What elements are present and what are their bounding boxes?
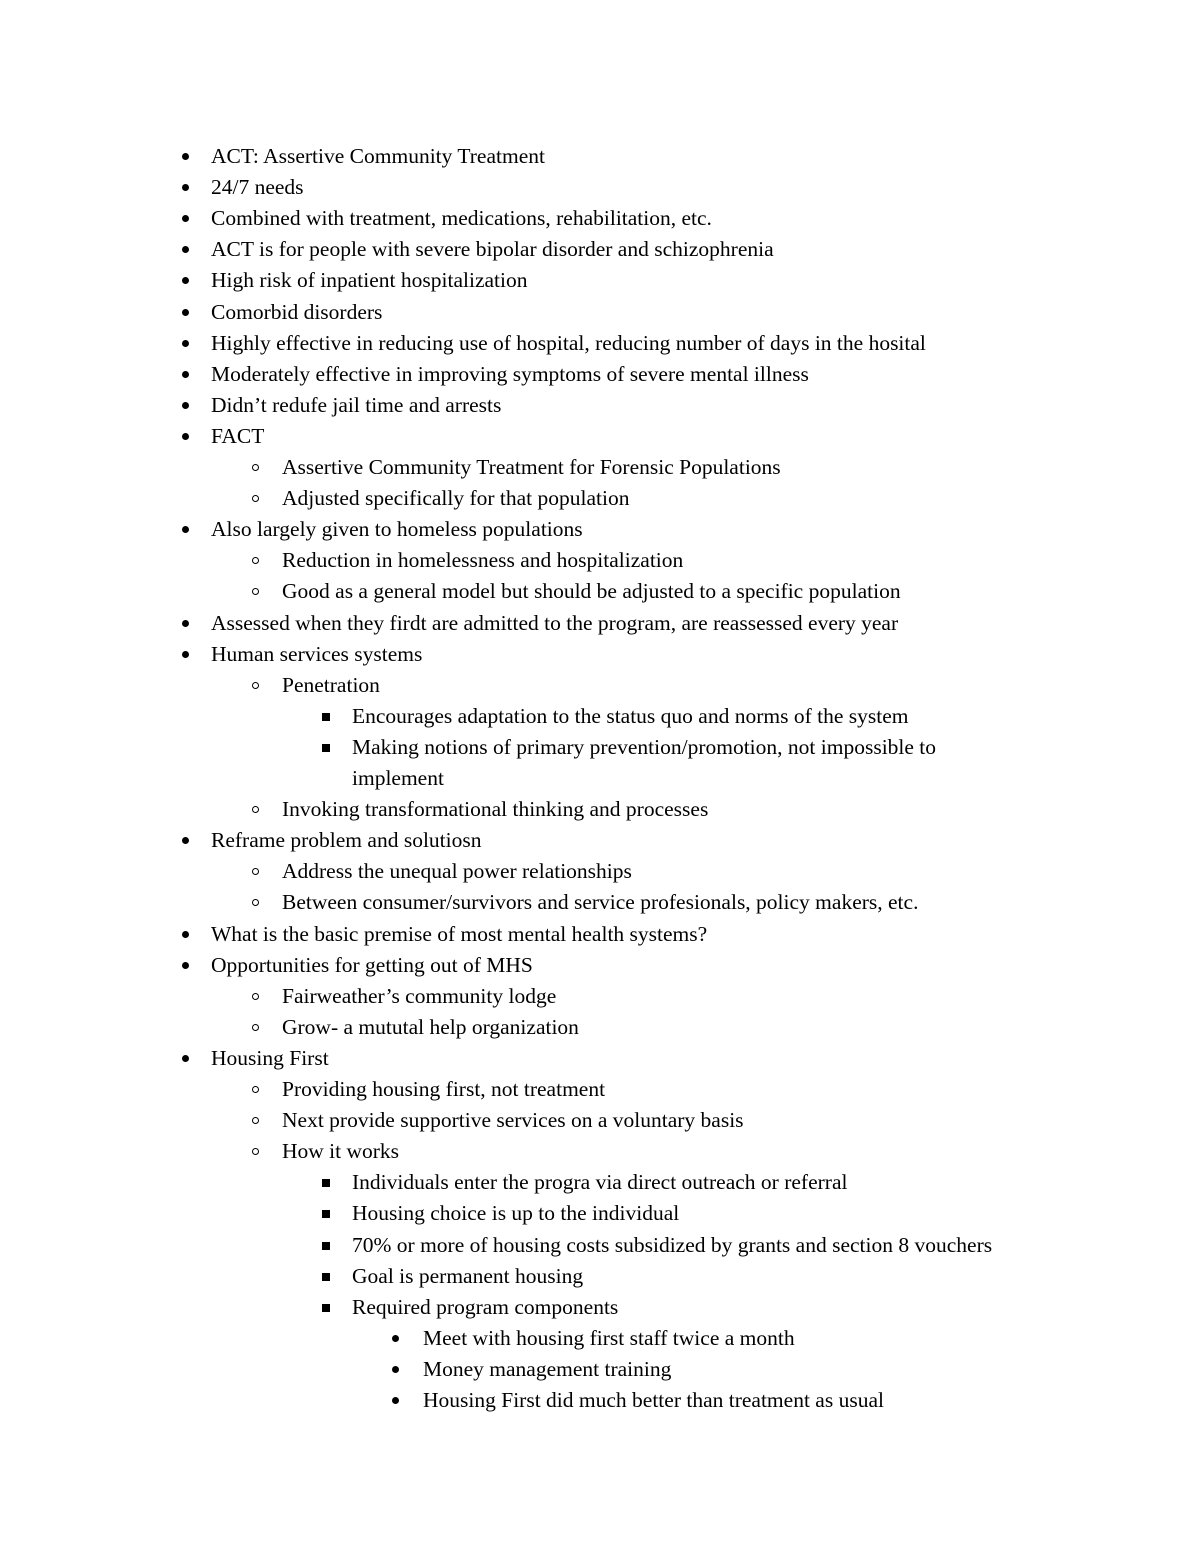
list-item-text: 70% or more of housing costs subsidized by grants and section 8 vouchers — [352, 1232, 993, 1257]
list-item-text: Housing First — [211, 1045, 329, 1070]
list-item-text: How it works — [282, 1139, 400, 1164]
list-item-text: 24/7 needs — [211, 175, 304, 200]
list-item — [0, 1385, 1200, 1416]
list-item-text: Also largely given to homeless populations — [211, 517, 583, 542]
list-item-text: Assessed when they firdt are admitted to the program, are reassessed every year — [211, 610, 899, 635]
list-item — [0, 328, 1200, 359]
list-item — [0, 1292, 1200, 1323]
hollow-circle-bullet-icon — [246, 1074, 266, 1105]
list-item-text: Grow- a mututal help organization — [282, 1014, 579, 1039]
disc-bullet-icon — [176, 359, 196, 390]
square-bullet-icon — [316, 701, 336, 732]
list-item-text: ACT: Assertive Community Treatment — [211, 144, 545, 168]
list-item — [0, 483, 1200, 514]
hollow-circle-bullet-icon — [246, 1136, 266, 1167]
square-bullet-icon — [316, 1167, 336, 1198]
list-item — [0, 950, 1200, 981]
list-item-text: Fairweather’s community lodge — [282, 983, 557, 1008]
disc-bullet-icon — [176, 608, 196, 639]
list-item-text: Opportunities for getting out of MHS — [211, 952, 533, 977]
list-item — [0, 608, 1200, 639]
list-item-text: Address the unequal power relationships — [282, 859, 632, 884]
list-item — [0, 141, 1200, 172]
disc-bullet-icon — [176, 172, 196, 203]
list-item — [0, 1074, 1200, 1105]
list-item-text: Money management training — [423, 1356, 672, 1381]
list-item — [0, 234, 1200, 265]
list-item — [0, 203, 1200, 234]
list-item-text: Good as a general model but should be adjusted to a specific population — [282, 579, 901, 604]
disc-bullet-icon — [176, 328, 196, 359]
list-item-text: Assertive Community Treatment for Forensic Populations — [282, 455, 781, 479]
list-item — [0, 981, 1200, 1012]
square-bullet-icon — [316, 1230, 336, 1261]
square-bullet-icon — [316, 1261, 336, 1292]
disc-bullet-icon — [176, 265, 196, 296]
disc-bullet-icon — [176, 1043, 196, 1074]
list-item-text: Next provide supportive services on a voluntary basis — [282, 1108, 744, 1133]
list-item-text: Housing choice is up to the individual — [352, 1201, 680, 1226]
list-item-text: Combined with treatment, medications, rehabilitation, etc. — [211, 206, 712, 231]
list-item-text: Individuals enter the progra via direct outreach or referral — [352, 1170, 848, 1195]
list-item-text: Didn’t redufe jail time and arrests — [211, 392, 502, 417]
list-item-text: Human services systems — [211, 641, 423, 666]
list-item — [0, 514, 1200, 545]
list-item-text: Goal is permanent housing — [352, 1263, 584, 1288]
list-item — [0, 421, 1200, 452]
list-item — [0, 887, 1200, 918]
list-item — [0, 1230, 1200, 1261]
list-item-text: ACT is for people with severe bipolar disorder and schizophrenia — [211, 237, 774, 262]
list-item — [0, 732, 1200, 763]
disc-bullet-icon — [176, 421, 196, 452]
hollow-circle-bullet-icon — [246, 483, 266, 514]
list-item-text: Penetration — [282, 672, 380, 697]
list-item — [0, 1323, 1200, 1354]
disc-bullet-icon — [386, 1323, 406, 1354]
list-item — [0, 359, 1200, 390]
disc-bullet-icon — [386, 1385, 406, 1416]
list-item — [0, 576, 1200, 607]
list-item-text: Comorbid disorders — [211, 299, 383, 324]
list-item-text: What is the basic premise of most mental health systems? — [211, 921, 708, 946]
list-item-text: Moderately effective in improving symptoms of severe mental illness — [211, 361, 809, 386]
list-item — [0, 825, 1200, 856]
list-item — [0, 1105, 1200, 1136]
list-item-text: Invoking transformational thinking and processes — [282, 797, 709, 822]
hollow-circle-bullet-icon — [246, 576, 266, 607]
list-item — [0, 1354, 1200, 1385]
list-item-text: Housing First did much better than treatment as usual — [423, 1388, 884, 1412]
disc-bullet-icon — [176, 514, 196, 545]
list-item-text: Highly effective in reducing use of hospital, reducing number of days in the hosital — [211, 330, 926, 355]
list-item — [0, 670, 1200, 701]
list-item-text: FACT — [211, 423, 265, 448]
list-item — [0, 265, 1200, 296]
hollow-circle-bullet-icon — [246, 794, 266, 825]
hollow-circle-bullet-icon — [246, 670, 266, 701]
list-item-text: Between consumer/survivors and service profesionals, policy makers, etc. — [282, 890, 919, 915]
list-item-text: Reframe problem and solutiosn — [211, 828, 482, 853]
hollow-circle-bullet-icon — [246, 887, 266, 918]
list-item — [0, 701, 1200, 732]
disc-bullet-icon — [176, 825, 196, 856]
square-bullet-icon — [316, 732, 336, 763]
disc-bullet-icon — [176, 297, 196, 328]
disc-bullet-icon — [176, 234, 196, 265]
hollow-circle-bullet-icon — [246, 1105, 266, 1136]
list-item — [0, 1198, 1200, 1229]
disc-bullet-icon — [386, 1354, 406, 1385]
list-item — [0, 794, 1200, 825]
hollow-circle-bullet-icon — [246, 452, 266, 483]
list-item — [0, 919, 1200, 950]
list-item — [0, 545, 1200, 576]
list-item — [0, 172, 1200, 203]
disc-bullet-icon — [176, 950, 196, 981]
disc-bullet-icon — [176, 203, 196, 234]
list-item — [0, 1261, 1200, 1292]
list-item-text: Required program components — [352, 1294, 619, 1319]
list-item-continuation — [0, 763, 1200, 794]
list-item — [0, 639, 1200, 670]
list-item-text: Meet with housing first staff twice a month — [423, 1325, 795, 1350]
list-item-text: High risk of inpatient hospitalization — [211, 268, 528, 293]
disc-bullet-icon — [176, 141, 196, 172]
list-item-text: Making notions of primary prevention/promotion, not impossible to — [352, 734, 937, 759]
square-bullet-icon — [316, 1292, 336, 1323]
list-item — [0, 1136, 1200, 1167]
list-item — [0, 1043, 1200, 1074]
list-item — [0, 390, 1200, 421]
list-item-text: Encourages adaptation to the status quo and norms of the system — [352, 703, 909, 728]
list-item — [0, 1012, 1200, 1043]
hollow-circle-bullet-icon — [246, 545, 266, 576]
hollow-circle-bullet-icon — [246, 1012, 266, 1043]
disc-bullet-icon — [176, 919, 196, 950]
square-bullet-icon — [316, 1198, 336, 1229]
disc-bullet-icon — [176, 639, 196, 670]
list-item — [0, 297, 1200, 328]
list-item — [0, 856, 1200, 887]
list-item-text: Providing housing first, not treatment — [282, 1077, 606, 1101]
list-item — [0, 1167, 1200, 1198]
list-item-text: Reduction in homelessness and hospitalization — [282, 548, 684, 573]
list-item — [0, 452, 1200, 483]
list-item-text: Adjusted specifically for that population — [282, 486, 630, 511]
hollow-circle-bullet-icon — [246, 981, 266, 1012]
hollow-circle-bullet-icon — [246, 856, 266, 887]
list-item-continuation-text: implement — [352, 766, 444, 790]
disc-bullet-icon — [176, 390, 196, 421]
